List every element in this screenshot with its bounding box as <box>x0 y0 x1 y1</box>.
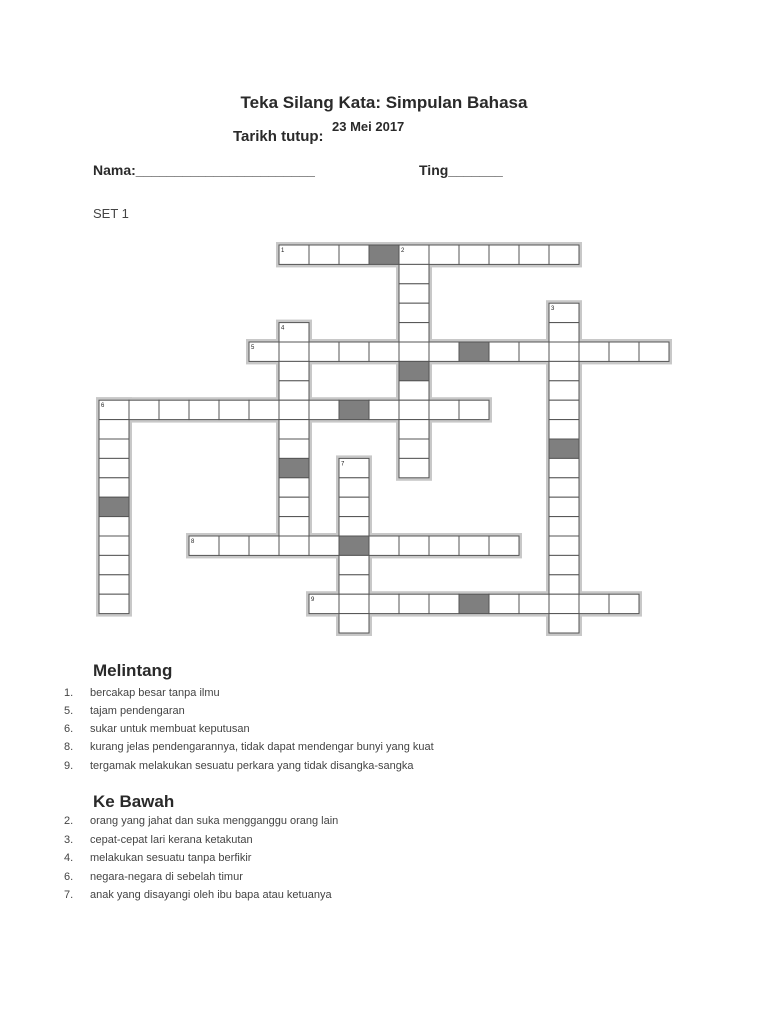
crossword-cell <box>549 517 579 536</box>
crossword-cell <box>279 400 309 419</box>
crossword-cell <box>99 517 129 536</box>
deadline-label: Tarikh tutup: <box>233 128 324 145</box>
across-clue <box>64 705 664 719</box>
crossword-cell <box>279 536 309 555</box>
crossword-cell <box>129 400 159 419</box>
crossword-cell <box>99 439 129 458</box>
crossword-cell <box>549 614 579 633</box>
crossword-cell <box>339 245 369 264</box>
crossword-cell <box>399 439 429 458</box>
crossword-cell <box>369 594 399 613</box>
clue-text: orang yang jahat dan suka mengganggu orang lain <box>90 815 339 827</box>
across-heading: Melintang <box>93 661 173 680</box>
cell-number: 8 <box>191 539 195 545</box>
clue-number: 1. <box>64 687 74 699</box>
crossword-cell <box>279 361 309 380</box>
shaded-cell <box>339 536 369 555</box>
clue-text: cepat-cepat lari kerana ketakutan <box>90 834 253 846</box>
crossword-cell <box>279 420 309 439</box>
crossword-cell <box>99 555 129 574</box>
shaded-cell <box>399 361 429 380</box>
cell-number: 9 <box>311 597 315 604</box>
crossword-cell <box>609 342 639 361</box>
shaded-cell <box>549 439 579 458</box>
clue-text: kurang jelas pendengarannya, tidak dapat mendengar bunyi yang kuat <box>90 741 434 753</box>
crossword-cell <box>399 284 429 303</box>
crossword-cell <box>549 536 579 555</box>
crossword-cell <box>339 478 369 497</box>
clue-text: anak yang disayangi oleh ibu bapa atau ketuanya <box>90 889 332 901</box>
clue-number: 3. <box>64 834 74 846</box>
clue-text: melakukan sesuatu tanpa berfikir <box>90 852 252 864</box>
clue-number: 9. <box>64 760 74 772</box>
clue-number: 8. <box>64 741 74 753</box>
crossword-cell <box>399 458 429 477</box>
crossword-cell <box>639 342 669 361</box>
crossword-cell <box>279 381 309 400</box>
clue-number: 4. <box>64 852 74 864</box>
crossword-cell <box>549 575 579 594</box>
crossword-cell <box>549 420 579 439</box>
crossword-cell <box>339 575 369 594</box>
crossword-cell <box>279 439 309 458</box>
clue-number: 6. <box>64 723 74 735</box>
crossword-cell <box>369 342 399 361</box>
cell-number: 3 <box>551 306 555 313</box>
crossword-cell <box>399 303 429 322</box>
crossword-cell <box>549 381 579 400</box>
crossword-cell <box>249 400 279 419</box>
crossword-cell <box>549 478 579 497</box>
cell-number: 2 <box>401 248 405 254</box>
crossword-cell <box>489 536 519 555</box>
cell-number: 6 <box>101 403 105 410</box>
set-label: SET 1 <box>93 206 129 221</box>
crossword-cell <box>549 323 579 342</box>
crossword-cell <box>579 594 609 613</box>
shaded-cell <box>279 458 309 477</box>
across-clue <box>64 723 664 737</box>
shaded-cell <box>99 497 129 516</box>
across-clue <box>64 741 664 755</box>
crossword-cell <box>399 536 429 555</box>
clue-text: bercakap besar tanpa ilmu <box>90 687 220 699</box>
crossword-cell <box>549 361 579 380</box>
crossword-cell <box>579 342 609 361</box>
crossword-cell <box>219 536 249 555</box>
crossword-cell <box>99 420 129 439</box>
down-clue <box>64 815 664 829</box>
crossword-cell <box>429 245 459 264</box>
crossword-cell <box>549 342 579 361</box>
crossword-cell <box>339 594 369 613</box>
crossword-cell <box>549 555 579 574</box>
crossword-cell <box>519 342 549 361</box>
down-clue <box>64 871 664 885</box>
crossword-cell <box>549 458 579 477</box>
crossword-cell <box>159 400 189 419</box>
down-clue <box>64 852 664 866</box>
crossword-cell <box>279 517 309 536</box>
crossword-cell <box>429 594 459 613</box>
crossword-cell <box>549 245 579 264</box>
crossword-cell <box>309 400 339 419</box>
clue-text: tajam pendengaran <box>90 705 185 717</box>
crossword-cell <box>309 342 339 361</box>
cell-number: 1 <box>281 248 285 254</box>
crossword-cell <box>99 478 129 497</box>
crossword-cell <box>339 555 369 574</box>
name-field: Nama:_______________________ <box>93 162 315 178</box>
crossword-cell <box>369 400 399 419</box>
crossword-cell <box>309 245 339 264</box>
shaded-cell <box>369 245 399 264</box>
crossword-cell <box>459 245 489 264</box>
down-clue <box>64 889 664 903</box>
crossword-cell <box>219 400 249 419</box>
crossword-cell <box>609 594 639 613</box>
crossword-cell <box>99 594 129 613</box>
crossword-cell <box>339 342 369 361</box>
cell-number: 7 <box>341 461 345 468</box>
crossword-cell <box>279 478 309 497</box>
across-clue <box>64 760 664 774</box>
clue-number: 2. <box>64 815 74 827</box>
crossword-cell <box>429 536 459 555</box>
clue-text: sukar untuk membuat keputusan <box>90 723 250 735</box>
shaded-cell <box>339 400 369 419</box>
crossword-cell <box>249 536 279 555</box>
clue-text: negara-negara di sebelah timur <box>90 871 243 883</box>
crossword-cell <box>489 594 519 613</box>
crossword-cell <box>489 342 519 361</box>
crossword-cell <box>99 458 129 477</box>
crossword-cell <box>189 400 219 419</box>
crossword-cell <box>399 594 429 613</box>
deadline-value: 23 Mei 2017 <box>332 119 405 134</box>
crossword-cell <box>339 614 369 633</box>
form-class-field: Ting_______ <box>419 162 503 178</box>
clue-number: 6. <box>64 871 74 883</box>
crossword-cell <box>309 536 339 555</box>
crossword-cell <box>279 497 309 516</box>
crossword-cell <box>399 381 429 400</box>
shaded-cell <box>459 342 489 361</box>
clue-number: 7. <box>64 889 74 901</box>
crossword-cell <box>399 264 429 283</box>
crossword-cell <box>549 400 579 419</box>
crossword-cell <box>339 517 369 536</box>
clue-text: tergamak melakukan sesuatu perkara yang tidak disangka-sangka <box>90 760 414 772</box>
crossword-cell <box>339 497 369 516</box>
crossword-cell <box>369 536 399 555</box>
cell-number: 4 <box>281 325 285 332</box>
crossword-cell <box>399 342 429 361</box>
cell-number: 5 <box>251 345 255 351</box>
crossword-cell <box>429 400 459 419</box>
crossword-cell <box>459 400 489 419</box>
crossword-cell <box>399 420 429 439</box>
down-heading: Ke Bawah <box>93 792 175 811</box>
crossword-cell <box>459 536 489 555</box>
crossword-cell <box>99 575 129 594</box>
crossword-cell <box>489 245 519 264</box>
crossword-cell <box>279 342 309 361</box>
clue-number: 5. <box>64 705 74 717</box>
down-clue <box>64 834 664 848</box>
crossword-cell <box>429 342 459 361</box>
crossword-cell <box>519 245 549 264</box>
across-clue <box>64 687 664 701</box>
crossword-cell <box>99 536 129 555</box>
shaded-cell <box>459 594 489 613</box>
crossword-cell <box>399 400 429 419</box>
crossword-cell <box>519 594 549 613</box>
crossword-cell <box>549 497 579 516</box>
crossword-cell <box>399 323 429 342</box>
page-title: Teka Silang Kata: Simpulan Bahasa <box>240 93 528 112</box>
crossword-cell <box>549 594 579 613</box>
